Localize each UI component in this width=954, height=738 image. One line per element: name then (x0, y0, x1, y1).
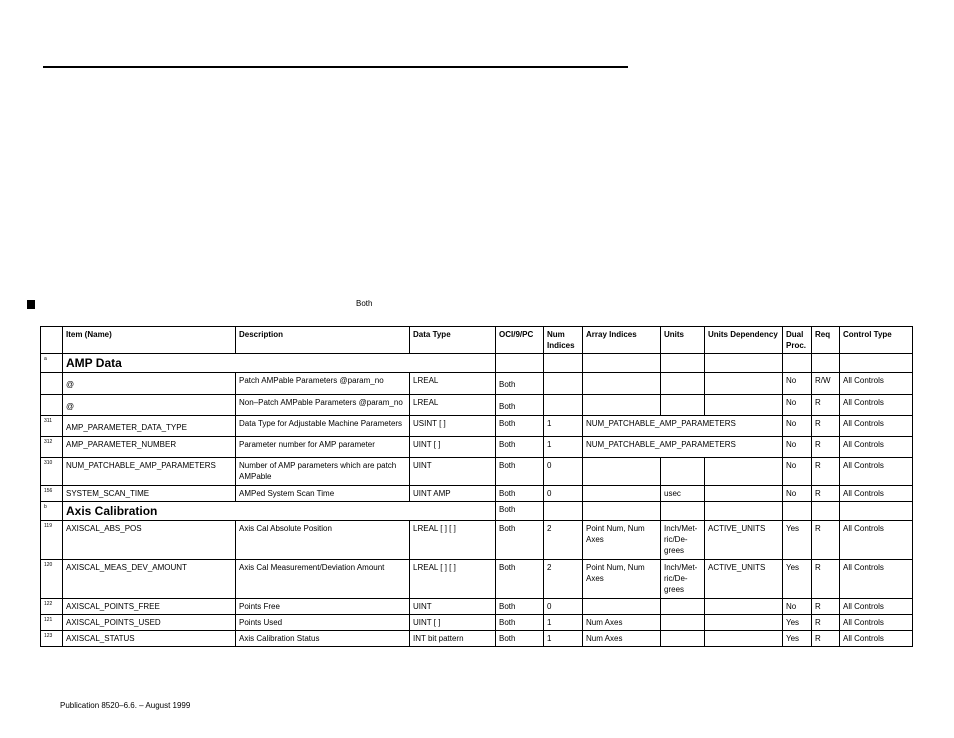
header-cell: Units (661, 327, 705, 354)
oci-platform: Both (496, 521, 544, 560)
dual-proc: No (783, 599, 812, 615)
section-header-row (41, 502, 913, 521)
row-index: 121 (41, 615, 63, 631)
control-type: All Controls (840, 458, 913, 486)
section-extra (496, 354, 544, 373)
oci-platform: Both (496, 599, 544, 615)
req-access: R (812, 486, 840, 502)
num-indices: 1 (544, 416, 583, 437)
description: Patch AMPable Parameters @param_no (236, 373, 410, 395)
empty-cell (583, 502, 661, 521)
empty-cell (583, 354, 661, 373)
empty-cell (661, 502, 705, 521)
table-row (41, 599, 913, 615)
array-indices: Num Axes (583, 615, 661, 631)
description: Non–Patch AMPable Parameters @param_no (236, 395, 410, 416)
units-dependency (705, 373, 783, 395)
row-index: 120 (41, 560, 63, 599)
oci-platform: Both (496, 486, 544, 502)
units-dependency (705, 599, 783, 615)
header-cell: OCI/9/PC (496, 327, 544, 354)
units-dependency: ACTIVE_UNITS (705, 560, 783, 599)
array-indices: Point Num, Num Axes (583, 521, 661, 560)
row-index: 119 (41, 521, 63, 560)
section-header-row (41, 354, 913, 373)
table-row (41, 521, 913, 560)
control-type: All Controls (840, 486, 913, 502)
array-indices (583, 395, 661, 416)
header-cell: Array Indices (583, 327, 661, 354)
item-name: AXISCAL_POINTS_FREE (63, 599, 236, 615)
item-name: AXISCAL_ABS_POS (63, 521, 236, 560)
empty-cell (705, 354, 783, 373)
empty-cell (840, 502, 913, 521)
header-cell (41, 327, 63, 354)
oci-platform: Both (496, 416, 544, 437)
item-name: @ (63, 395, 236, 416)
num-indices: 1 (544, 437, 583, 458)
units (661, 395, 705, 416)
empty-cell (783, 502, 812, 521)
section-title: Axis Calibration (63, 502, 496, 521)
control-type: All Controls (840, 437, 913, 458)
description: Axis Calibration Status (236, 631, 410, 647)
dual-proc: Yes (783, 560, 812, 599)
num-indices: 0 (544, 458, 583, 486)
control-type: All Controls (840, 599, 913, 615)
change-bar-marker (27, 300, 35, 309)
array-indices (583, 373, 661, 395)
row-index (41, 395, 63, 416)
data-type: USINT [ ] (410, 416, 496, 437)
header-cell: Req (812, 327, 840, 354)
dual-proc: Yes (783, 631, 812, 647)
item-name: AXISCAL_MEAS_DEV_AMOUNT (63, 560, 236, 599)
description: Points Used (236, 615, 410, 631)
item-name: AXISCAL_POINTS_USED (63, 615, 236, 631)
empty-cell (783, 354, 812, 373)
units-dependency (705, 615, 783, 631)
units-dependency (705, 486, 783, 502)
dual-proc: Yes (783, 521, 812, 560)
control-type: All Controls (840, 416, 913, 437)
units (661, 615, 705, 631)
control-type: All Controls (840, 373, 913, 395)
num-indices: 0 (544, 486, 583, 502)
units (661, 458, 705, 486)
header-cell: Units Dependency (705, 327, 783, 354)
oci-platform: Both (496, 373, 544, 395)
units-dependency (705, 631, 783, 647)
dual-proc: Yes (783, 615, 812, 631)
units: usec (661, 486, 705, 502)
req-access: R (812, 631, 840, 647)
empty-cell (812, 354, 840, 373)
array-indices (583, 599, 661, 615)
description: AMPed System Scan Time (236, 486, 410, 502)
item-name: AMP_PARAMETER_NUMBER (63, 437, 236, 458)
oci-platform: Both (496, 458, 544, 486)
both-note: Both (356, 299, 373, 308)
description: Number of AMP parameters which are patch AMPable (236, 458, 410, 486)
num-indices: 2 (544, 560, 583, 599)
row-index (41, 373, 63, 395)
section-extra: Both (496, 502, 544, 521)
table-row (41, 395, 913, 416)
data-type: LREAL (410, 395, 496, 416)
oci-platform: Both (496, 560, 544, 599)
data-type: UINT [ ] (410, 437, 496, 458)
row-index: 310 (41, 458, 63, 486)
top-rule (43, 66, 628, 68)
table-row (41, 631, 913, 647)
section-marker: a (41, 354, 63, 373)
array-indices (583, 486, 661, 502)
req-access: R (812, 560, 840, 599)
data-type: UINT AMP (410, 486, 496, 502)
header-cell: Dual Proc. (783, 327, 812, 354)
array-indices: Num Axes (583, 631, 661, 647)
units (661, 599, 705, 615)
data-type: LREAL [ ] [ ] (410, 521, 496, 560)
header-cell: Data Type (410, 327, 496, 354)
parameter-table (40, 326, 913, 647)
units: Inch/Met-ric/De-grees (661, 560, 705, 599)
control-type: All Controls (840, 631, 913, 647)
description: Data Type for Adjustable Machine Parameters (236, 416, 410, 437)
data-type: LREAL [ ] [ ] (410, 560, 496, 599)
units-dependency: ACTIVE_UNITS (705, 521, 783, 560)
control-type: All Controls (840, 615, 913, 631)
oci-platform: Both (496, 631, 544, 647)
array-indices: NUM_PATCHABLE_AMP_PARAMETERS (583, 416, 783, 437)
item-name: AXISCAL_STATUS (63, 631, 236, 647)
item-name: NUM_PATCHABLE_AMP_PARAMETERS (63, 458, 236, 486)
data-type: INT bit pattern (410, 631, 496, 647)
units-dependency (705, 395, 783, 416)
table-row (41, 615, 913, 631)
row-index: 156 (41, 486, 63, 502)
table-row (41, 486, 913, 502)
publication-footer: Publication 8520–6.6. – August 1999 (60, 701, 191, 710)
control-type: All Controls (840, 560, 913, 599)
empty-cell (840, 354, 913, 373)
empty-cell (705, 502, 783, 521)
units (661, 373, 705, 395)
num-indices: 1 (544, 631, 583, 647)
header-cell: Description (236, 327, 410, 354)
req-access: R (812, 395, 840, 416)
table-row (41, 416, 913, 437)
array-indices (583, 458, 661, 486)
num-indices: 0 (544, 599, 583, 615)
data-type: LREAL (410, 373, 496, 395)
empty-cell (812, 502, 840, 521)
dual-proc: No (783, 458, 812, 486)
num-indices: 1 (544, 615, 583, 631)
description: Axis Cal Absolute Position (236, 521, 410, 560)
num-indices (544, 373, 583, 395)
table-body (41, 354, 913, 647)
num-indices (544, 395, 583, 416)
description: Points Free (236, 599, 410, 615)
table-row (41, 560, 913, 599)
units (661, 631, 705, 647)
empty-cell (544, 354, 583, 373)
units: Inch/Met-ric/De-grees (661, 521, 705, 560)
empty-cell (544, 502, 583, 521)
req-access: R (812, 521, 840, 560)
item-name: @ (63, 373, 236, 395)
dual-proc: No (783, 437, 812, 458)
description: Axis Cal Measurement/Deviation Amount (236, 560, 410, 599)
table-row (41, 437, 913, 458)
oci-platform: Both (496, 437, 544, 458)
dual-proc: No (783, 486, 812, 502)
section-title: AMP Data (63, 354, 496, 373)
data-type: UINT [ ] (410, 615, 496, 631)
dual-proc: No (783, 395, 812, 416)
row-index: 312 (41, 437, 63, 458)
data-type: UINT (410, 458, 496, 486)
dual-proc: No (783, 373, 812, 395)
header-cell: Control Type (840, 327, 913, 354)
req-access: R (812, 615, 840, 631)
control-type: All Controls (840, 395, 913, 416)
req-access: R (812, 458, 840, 486)
item-name: SYSTEM_SCAN_TIME (63, 486, 236, 502)
row-index: 311 (41, 416, 63, 437)
table-row (41, 373, 913, 395)
empty-cell (661, 354, 705, 373)
row-index: 123 (41, 631, 63, 647)
row-index: 122 (41, 599, 63, 615)
description: Parameter number for AMP parameter (236, 437, 410, 458)
control-type: All Controls (840, 521, 913, 560)
req-access: R (812, 437, 840, 458)
array-indices: NUM_PATCHABLE_AMP_PARAMETERS (583, 437, 783, 458)
units-dependency (705, 458, 783, 486)
req-access: R/W (812, 373, 840, 395)
req-access: R (812, 599, 840, 615)
header-cell: Item (Name) (63, 327, 236, 354)
item-name: AMP_PARAMETER_DATA_TYPE (63, 416, 236, 437)
array-indices: Point Num, Num Axes (583, 560, 661, 599)
section-marker: b (41, 502, 63, 521)
header-cell: Num Indices (544, 327, 583, 354)
table-row (41, 458, 913, 486)
oci-platform: Both (496, 395, 544, 416)
dual-proc: No (783, 416, 812, 437)
num-indices: 2 (544, 521, 583, 560)
req-access: R (812, 416, 840, 437)
table-header-row (41, 327, 913, 354)
data-type: UINT (410, 599, 496, 615)
oci-platform: Both (496, 615, 544, 631)
